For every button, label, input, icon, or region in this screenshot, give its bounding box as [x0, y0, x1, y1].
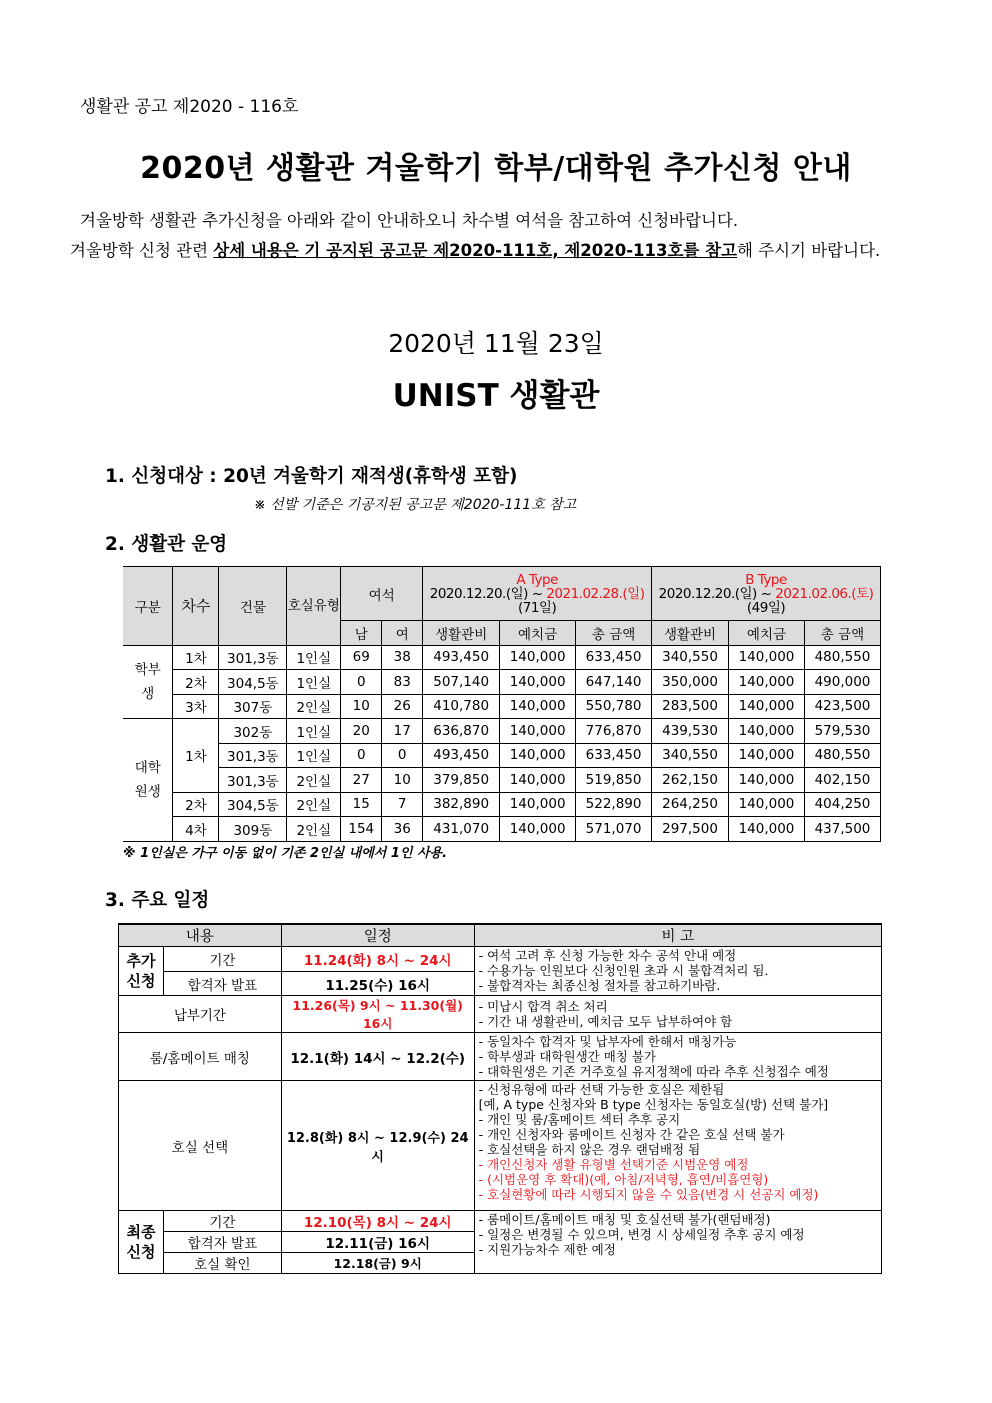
- cell-a-dep: 140,000: [500, 743, 576, 768]
- cell-round: 3차: [173, 694, 219, 719]
- cell-f: 10: [382, 768, 423, 793]
- cell-b-tot: 423,500: [804, 694, 880, 719]
- schedule-header-content: 내용: [119, 924, 282, 947]
- schedule-table: [118, 923, 882, 1274]
- cell-b-dep: 140,000: [729, 719, 805, 744]
- cell-a-tot: 522,890: [576, 792, 652, 817]
- cell-a-dep: 140,000: [500, 719, 576, 744]
- cell-a-tot: 633,450: [576, 645, 652, 670]
- cell-a-fee: 379,850: [423, 768, 500, 793]
- cell-m: 15: [341, 792, 382, 817]
- table-row: [123, 645, 881, 670]
- b-type-label: B Type: [745, 571, 787, 588]
- cell-m: 10: [341, 694, 382, 719]
- cell-a-tot: 633,450: [576, 743, 652, 768]
- cell-a-fee: 382,890: [423, 792, 500, 817]
- cell-f: 36: [382, 817, 423, 842]
- header-male: 남: [341, 621, 382, 646]
- cell-b-fee: 340,550: [652, 743, 729, 768]
- cell-building: 304,5동: [219, 670, 287, 695]
- cell-building: 302동: [219, 719, 287, 744]
- organization-name: UNIST 생활관: [392, 378, 600, 414]
- cell-f: 83: [382, 670, 423, 695]
- final-apply-notes: - 룸메이트/홈메이트 매칭 및 호실선택 불가(랜덤배정) - 일정은 변경될 수 있으며, 변경 시 상세일정 추후 공지 예정 - 지원가능차수 제한 예정: [474, 1211, 881, 1274]
- payment-notes: - 미납시 합격 취소 처리 - 기간 내 생활관비, 예치금 모두 납부하여야 함: [474, 996, 881, 1033]
- cell-b-dep: 140,000: [729, 768, 805, 793]
- final-period-value: 12.10(목) 8시 ~ 24시: [281, 1211, 474, 1232]
- cell-a-fee: 410,780: [423, 694, 500, 719]
- header-a-type: [423, 567, 652, 621]
- cell-m: 27: [341, 768, 382, 793]
- cell-a-tot: 776,870: [576, 719, 652, 744]
- add-apply-label: 추가신청: [119, 947, 164, 996]
- cell-round: 1차: [173, 719, 219, 793]
- cell-type: 2인실: [287, 768, 341, 793]
- matching-label: 룸/홈메이트 매칭: [119, 1033, 282, 1081]
- cell-b-tot: 480,550: [804, 743, 880, 768]
- cell-m: 154: [341, 817, 382, 842]
- section-2-title: 2. 생활관 운영: [105, 534, 228, 555]
- a-type-label: A Type: [516, 571, 558, 588]
- cell-b-tot: 579,530: [804, 719, 880, 744]
- cell-b-fee: 340,550: [652, 645, 729, 670]
- section-3-title: 3. 주요 일정: [105, 890, 210, 911]
- intro-line-2-pre: 겨울방학 신청 관련: [70, 241, 214, 260]
- cell-a-fee: 636,870: [423, 719, 500, 744]
- cell-a-dep: 140,000: [500, 817, 576, 842]
- cell-a-fee: 493,450: [423, 645, 500, 670]
- cell-b-dep: 140,000: [729, 792, 805, 817]
- cell-a-tot: 647,140: [576, 670, 652, 695]
- cell-m: 0: [341, 670, 382, 695]
- cell-a-tot: 550,780: [576, 694, 652, 719]
- cell-b-dep: 140,000: [729, 670, 805, 695]
- cell-m: 69: [341, 645, 382, 670]
- group-undergrad: 학부생: [123, 645, 173, 719]
- cell-b-tot: 480,550: [804, 645, 880, 670]
- cell-a-dep: 140,000: [500, 645, 576, 670]
- cell-building: 309동: [219, 817, 287, 842]
- table-note: ※ 1인실은 가구 이동 없이 기존 2인실 내에서 1인 사용.: [123, 846, 448, 861]
- room-select-value: 12.8(화) 8시 ~ 12.9(수) 24시: [281, 1081, 474, 1211]
- add-announce-label: 합격자 발표: [163, 972, 281, 996]
- header-building: 건물: [219, 567, 287, 646]
- final-apply-label: 최종신청: [119, 1211, 164, 1274]
- cell-round: 2차: [173, 792, 219, 817]
- section-1-title: 1. 신청대상 : 20년 겨울학기 재적생(휴학생 포함): [105, 466, 518, 487]
- cell-a-dep: 140,000: [500, 670, 576, 695]
- cell-b-dep: 140,000: [729, 817, 805, 842]
- add-period-label: 기간: [163, 947, 281, 972]
- cell-type: 1인실: [287, 743, 341, 768]
- final-announce-label: 합격자 발표: [163, 1232, 281, 1253]
- cell-b-fee: 283,500: [652, 694, 729, 719]
- cell-building: 301,3동: [219, 645, 287, 670]
- notice-date: 2020년 11월 23일: [388, 329, 604, 358]
- group-grad: 대학원생: [123, 719, 173, 842]
- cell-type: 1인실: [287, 719, 341, 744]
- cell-m: 0: [341, 743, 382, 768]
- cell-round: 4차: [173, 817, 219, 842]
- add-apply-notes: - 여석 고려 후 신청 가능한 차수 공석 안내 예정 - 수용가능 인원보다 신청인원 초과 시 불합격처리 됨. - 불합격자는 최종신청 절차를 참고하기바람.: [474, 947, 881, 996]
- header-room-type: 호실유형: [287, 567, 341, 646]
- cell-b-dep: 140,000: [729, 645, 805, 670]
- room-check-value: 12.18(금) 9시: [281, 1253, 474, 1274]
- payment-label: 납부기간: [119, 996, 282, 1033]
- cell-type: 2인실: [287, 694, 341, 719]
- notice-number: 생활관 공고 제2020 - 116호: [80, 97, 299, 117]
- cell-b-fee: 350,000: [652, 670, 729, 695]
- schedule-header-remarks: 비 고: [474, 924, 881, 947]
- cell-round: 1차: [173, 645, 219, 670]
- header-a-total: 총 금액: [576, 621, 652, 646]
- cell-f: 26: [382, 694, 423, 719]
- table-row: [123, 817, 881, 842]
- cell-building: 307동: [219, 694, 287, 719]
- cell-building: 304,5동: [219, 792, 287, 817]
- cell-f: 38: [382, 645, 423, 670]
- dormitory-fee-table: [123, 566, 881, 842]
- cell-a-tot: 571,070: [576, 817, 652, 842]
- cell-a-fee: 507,140: [423, 670, 500, 695]
- b-type-days: (49일): [746, 599, 786, 616]
- header-category: 구분: [123, 567, 173, 646]
- b-type-period: 2020.12.20.(일) ~ 2021.02.06.(토): [658, 585, 874, 602]
- cell-f: 7: [382, 792, 423, 817]
- cell-b-fee: 439,530: [652, 719, 729, 744]
- header-b-total: 총 금액: [804, 621, 880, 646]
- cell-b-tot: 437,500: [804, 817, 880, 842]
- cell-type: 2인실: [287, 792, 341, 817]
- cell-type: 2인실: [287, 817, 341, 842]
- a-type-period: 2020.12.20.(일) ~ 2021.02.28.(일): [429, 585, 645, 602]
- cell-b-fee: 297,500: [652, 817, 729, 842]
- cell-a-dep: 140,000: [500, 792, 576, 817]
- add-announce-value: 11.25(수) 16시: [281, 972, 474, 996]
- header-b-deposit: 예치금: [729, 621, 805, 646]
- intro-paragraph: [70, 206, 922, 266]
- room-check-label: 호실 확인: [163, 1253, 281, 1274]
- cell-b-tot: 490,000: [804, 670, 880, 695]
- cell-b-fee: 262,150: [652, 768, 729, 793]
- final-announce-value: 12.11(금) 16시: [281, 1232, 474, 1253]
- matching-notes: - 동일차수 합격자 및 납부자에 한해서 매칭가능 - 학부생과 대학원생간 매칭 불가 - 대학원생은 기존 거주호실 유지정책에 따라 추후 신청접수 예정: [474, 1033, 881, 1081]
- intro-line-2-emphasis: 상세 내용은 기 공지된 공고문 제2020-111호, 제2020-113호를 참고: [213, 241, 737, 260]
- table-row: [123, 694, 881, 719]
- cell-building: 301,3동: [219, 743, 287, 768]
- cell-type: 1인실: [287, 670, 341, 695]
- header-vacancy: 여석: [341, 567, 423, 621]
- table-row: [123, 719, 881, 744]
- intro-line-2: [70, 236, 922, 266]
- final-period-label: 기간: [163, 1211, 281, 1232]
- cell-a-fee: 431,070: [423, 817, 500, 842]
- cell-b-tot: 402,150: [804, 768, 880, 793]
- payment-value: 11.26(목) 9시 ~ 11.30(월) 16시: [281, 996, 474, 1033]
- cell-b-tot: 404,250: [804, 792, 880, 817]
- header-a-living-fee: 생활관비: [423, 621, 500, 646]
- intro-line-1: 겨울방학 생활관 추가신청을 아래와 같이 안내하오니 차수별 여석을 참고하여 신청바랍니다.: [80, 211, 739, 230]
- header-round: 차수: [173, 567, 219, 646]
- cell-f: 17: [382, 719, 423, 744]
- cell-f: 0: [382, 743, 423, 768]
- room-select-label: 호실 선택: [119, 1081, 282, 1211]
- cell-building: 301,3동: [219, 768, 287, 793]
- header-b-type: [652, 567, 881, 621]
- table-row: [123, 768, 881, 793]
- cell-m: 20: [341, 719, 382, 744]
- matching-value: 12.1(화) 14시 ~ 12.2(수): [281, 1033, 474, 1081]
- table-row: [123, 670, 881, 695]
- cell-a-fee: 493,450: [423, 743, 500, 768]
- room-select-notes: - 신청유형에 따라 선택 가능한 호실은 제한됨 [예, A type 신청자와 B type 신청자는 동일호실(방) 선택 불가] - 개인 및 룸/홈메이트 섹터 추후 공지 - 개인 신청자와 룸메이트 신청자 간 같은 호실 선택 불가 - 호실선택을 하지 않은 경우 랜덤배정 됨 - 개인신청자 생활 유형별 선택기준 시범운영 예정 - (시범운영 후 확대)(예, 아침/저녁형, 흡연/비흡연형) - 호실현황에 따라 시행되지 않을 수 있음(변경 시 선공지 예정): [474, 1081, 881, 1211]
- header-a-deposit: 예치금: [500, 621, 576, 646]
- cell-a-dep: 140,000: [500, 694, 576, 719]
- header-b-living-fee: 생활관비: [652, 621, 729, 646]
- cell-a-tot: 519,850: [576, 768, 652, 793]
- schedule-header-schedule: 일정: [281, 924, 474, 947]
- section-1-note: ※ 선발 기준은 기공지된 공고문 제2020-111호 참고: [254, 497, 577, 513]
- a-type-days: (71일): [517, 599, 557, 616]
- cell-b-fee: 264,250: [652, 792, 729, 817]
- cell-a-dep: 140,000: [500, 768, 576, 793]
- table-row: [123, 792, 881, 817]
- header-female: 여: [382, 621, 423, 646]
- add-period-value: 11.24(화) 8시 ~ 24시: [281, 947, 474, 972]
- cell-round: 2차: [173, 670, 219, 695]
- cell-b-dep: 140,000: [729, 743, 805, 768]
- page-title: 2020년 생활관 겨울학기 학부/대학원 추가신청 안내: [140, 151, 852, 186]
- table-row: [123, 743, 881, 768]
- cell-type: 1인실: [287, 645, 341, 670]
- intro-line-2-post: 해 주시기 바랍니다.: [737, 241, 881, 260]
- cell-b-dep: 140,000: [729, 694, 805, 719]
